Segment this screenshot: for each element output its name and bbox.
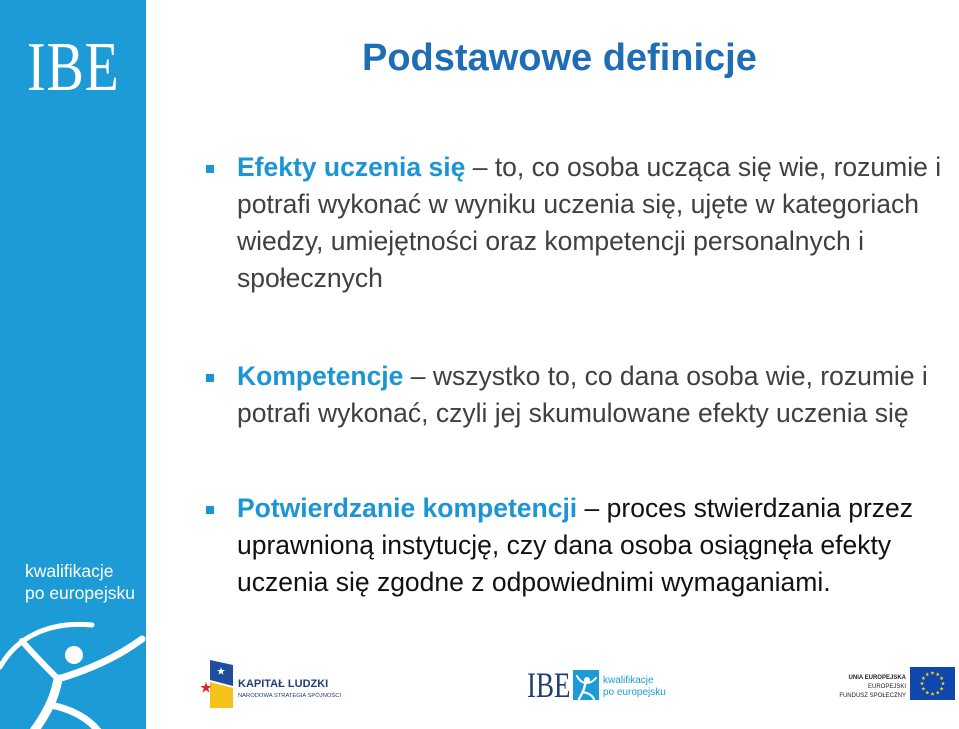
sidebar-tagline — [25, 560, 135, 604]
ibe-footer-logo — [527, 667, 667, 703]
bullet-line: wiedzy, umiejętności oraz kompetencji personalnych i — [237, 226, 864, 256]
sidebar — [0, 0, 146, 729]
ibe-figure-icon — [573, 670, 599, 700]
definition-dash: – — [472, 152, 488, 182]
sidebar-tagline-line2: po europejsku — [25, 583, 135, 603]
bullet-line: potrafi wykonać, czyli jej skumulowane efekty uczenia się — [237, 398, 909, 428]
kapital-ludzki-emblem-icon — [200, 659, 234, 709]
definition-kompetencje — [237, 358, 928, 432]
definition-text: to, co osoba ucząca się wie, rozumie i — [494, 152, 942, 182]
ibe-footer-logo-text: IBE — [527, 665, 571, 705]
eu-text-line2: EUROPEJSKI — [867, 684, 906, 690]
bullet-line — [237, 358, 928, 395]
figure-head — [65, 646, 83, 664]
definition-text: wszystko to, co dana osoba wie, rozumie i — [432, 361, 928, 391]
ibe-figure-mark — [573, 670, 599, 700]
eu-fund-text — [826, 674, 906, 701]
definition-term: Efekty uczenia się — [237, 152, 466, 182]
figure-leg — [51, 705, 100, 729]
sidebar-tagline-line1: kwalifikacje — [25, 561, 114, 581]
figure-left-arm — [22, 641, 58, 679]
kapital-ludzki-logo — [200, 658, 350, 712]
kapital-ludzki-subtitle: NARODOWA STRATEGIA SPÓJNOŚCI — [238, 693, 342, 699]
definition-dash: – — [410, 361, 426, 391]
definition-potwierdzanie-kompetencji — [237, 490, 913, 601]
definition-efekty-uczenia — [237, 149, 941, 297]
definition-text: proces stwierdzania przez — [606, 493, 914, 523]
bullet-square-icon — [206, 374, 214, 382]
kl-yellow-shape — [210, 682, 233, 708]
bullet-line: potrafi wykonać w wyniku uczenia się, ujęte w kategoriach — [237, 189, 919, 219]
bullet-line — [237, 149, 941, 186]
eu-text-line1: UNIA EUROPEJSKA — [848, 675, 906, 681]
eu-text-line3: FUNDUSZ SPOŁECZNY — [839, 693, 906, 699]
bullet-line: uczenia się zgodne z odpowiednimi wymaganiami. — [237, 567, 831, 597]
bullet-line: społecznych — [237, 263, 383, 293]
definition-dash: – — [584, 493, 600, 523]
ibe-footer-tagline-line2: po europejsku — [603, 687, 666, 698]
ibe-footer-tagline — [603, 675, 666, 699]
ibe-footer-tagline-line1: kwalifikacje — [603, 675, 654, 686]
kl-red-star-icon — [200, 682, 211, 693]
ibe-logo: IBE — [27, 29, 120, 106]
eu-flag-icon — [910, 667, 955, 700]
bullet-line: uprawnioną instytucję, czy dana osoba osiągnęła efekty — [237, 530, 892, 560]
definition-term: Potwierdzanie kompetencji — [237, 493, 578, 523]
bullet-line — [237, 490, 913, 527]
bullet-square-icon — [206, 506, 214, 514]
bullet-square-icon — [206, 165, 214, 173]
slide-title: Podstawowe definicje — [362, 37, 757, 79]
person-figure-graphic — [0, 609, 146, 729]
kapital-ludzki-title: KAPITAŁ LUDZKI — [238, 678, 329, 690]
definition-term: Kompetencje — [237, 361, 404, 391]
